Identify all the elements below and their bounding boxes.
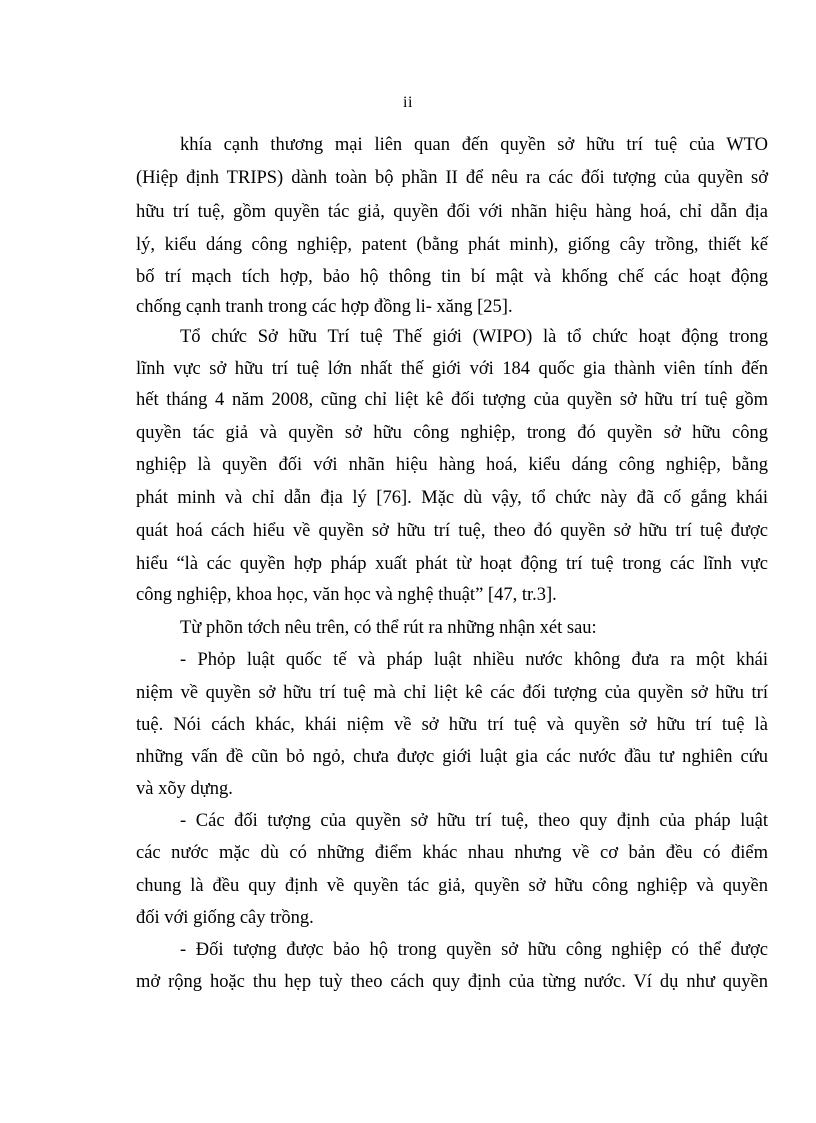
- text-line: (Hiệp định TRIPS) dành toàn bộ phần II để nêu ra các đối tượng của quyền sở: [136, 168, 768, 188]
- text-line: mở rộng hoặc thu hẹp tuỳ theo cách quy định của từng nước. Ví dụ như quyền: [136, 972, 768, 992]
- text-line: quyền tác giả và quyền sở hữu công nghiệp, trong đó quyền sở hữu công: [136, 423, 768, 443]
- text-line: - Phỏp luật quốc tế và pháp luật nhiều nước không đưa ra một khái: [180, 650, 768, 670]
- text-line: nghiệp là quyền đối với nhãn hiệu hàng hoá, kiểu dáng công nghiệp, bằng: [136, 455, 768, 475]
- text-line: quát hoá cách hiểu về quyền sở hữu trí tuệ, theo đó quyền sở hữu trí tuệ được: [136, 521, 768, 541]
- text-line: khía cạnh thương mại liên quan đến quyền sở hữu trí tuệ của WTO: [180, 135, 768, 155]
- text-line: hết tháng 4 năm 2008, cũng chỉ liệt kê đối tượng của quyền sở hữu trí tuệ gồm: [136, 390, 768, 410]
- text-line: Từ phõn tớch nêu trên, có thể rút ra những nhận xét sau:: [180, 618, 597, 638]
- text-line: Tổ chức Sở hữu Trí tuệ Thế giới (WIPO) là tổ chức hoạt động trong: [180, 327, 768, 347]
- text-line: và xõy dựng.: [136, 779, 233, 799]
- text-line: tuệ. Nói cách khác, khái niệm về sở hữu trí tuệ và quyền sở hữu trí tuệ là: [136, 715, 768, 735]
- page-number: ii: [403, 94, 413, 111]
- text-line: lý, kiểu dáng công nghiệp, patent (bằng phát minh), giống cây trồng, thiết kế: [136, 235, 768, 255]
- text-line: phát minh và chỉ dẫn địa lý [76]. Mặc dù vậy, tổ chức này đã cố gắng khái: [136, 488, 768, 508]
- text-line: công nghiệp, khoa học, văn học và nghệ thuật” [47, tr.3].: [136, 585, 557, 605]
- text-line: lĩnh vực sở hữu trí tuệ lớn nhất thế giới với 184 quốc gia thành viên tính đến: [136, 359, 768, 379]
- text-line: hiểu “là các quyền hợp pháp xuất phát từ hoạt động trí tuệ trong các lĩnh vực: [136, 554, 768, 574]
- text-line: chung là đều quy định về quyền tác giả, quyền sở hữu công nghiệp và quyền: [136, 876, 768, 896]
- text-line: - Các đối tượng của quyền sở hữu trí tuệ, theo quy định của pháp luật: [180, 811, 768, 831]
- text-line: những vấn đề cũn bỏ ngỏ, chưa được giới luật gia các nước đầu tư nghiên cứu: [136, 747, 768, 767]
- text-line: đối với giống cây trồng.: [136, 908, 314, 928]
- text-line: bố trí mạch tích hợp, bảo hộ thông tin bí mật và khống chế các hoạt động: [136, 267, 768, 287]
- text-line: - Đối tượng được bảo hộ trong quyền sở hữu công nghiệp có thể được: [180, 940, 768, 960]
- text-line: hữu trí tuệ, gồm quyền tác giả, quyền đối với nhãn hiệu hàng hoá, chỉ dẫn địa: [136, 202, 768, 222]
- text-line: các nước mặc dù có những điểm khác nhau nhưng về cơ bản đều có điểm: [136, 843, 768, 863]
- text-line: chống cạnh tranh trong các hợp đồng li- xăng [25].: [136, 297, 513, 317]
- text-line: niệm về quyền sở hữu trí tuệ mà chỉ liệt kê các đối tượng của quyền sở hữu trí: [136, 683, 768, 703]
